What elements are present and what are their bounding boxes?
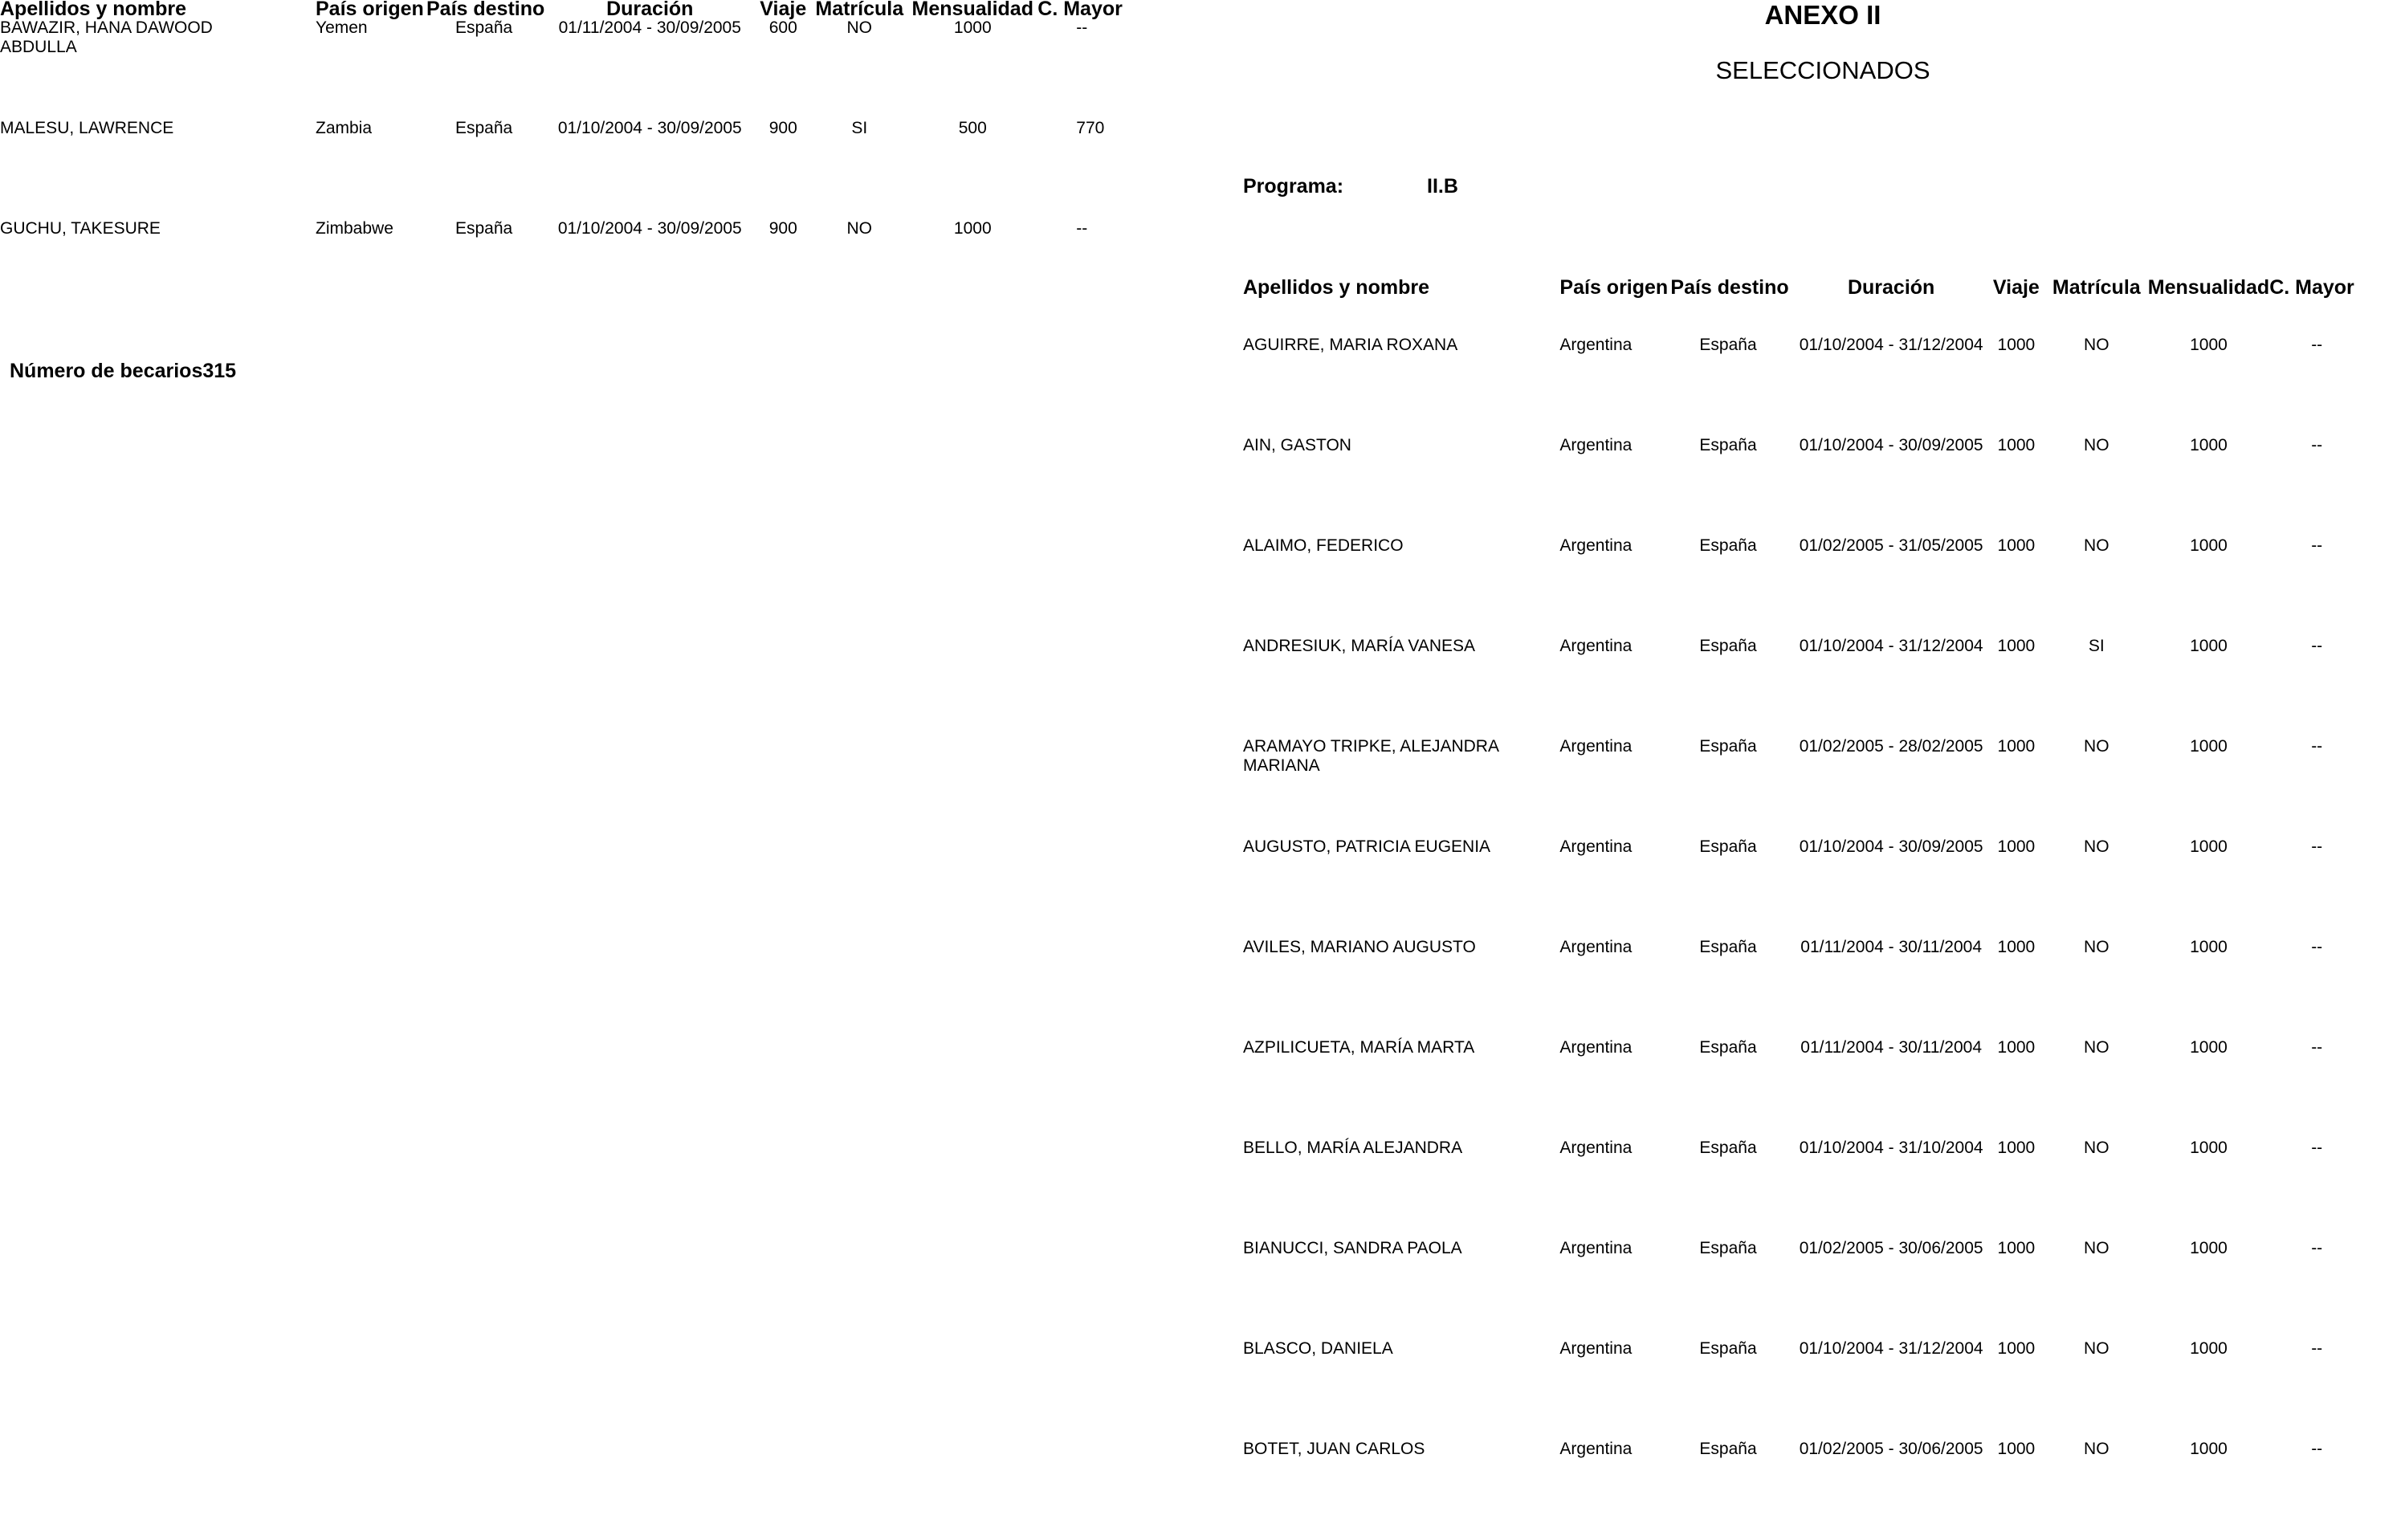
left-becarios-table (0, 0, 1173, 320)
cell-viaje: 1000 (1997, 1440, 2036, 1458)
cell-name: BAWAZIR, HANA DAWOOD ABDULLA (0, 18, 213, 56)
cell-pais-origen: Argentina (1559, 938, 1633, 956)
cell-pais-destino: España (1699, 938, 1757, 956)
cell-viaje: 1000 (1997, 938, 2036, 956)
right-seleccionados-table (1243, 278, 2405, 1540)
header-viaje: Viaje (760, 0, 807, 20)
cell-mensualidad: 1000 (953, 18, 992, 37)
cell-matricula: NO (2084, 1038, 2109, 1057)
cell-viaje: 1000 (1997, 536, 2036, 555)
cell-duracion: 01/02/2005 - 28/02/2005 (1799, 737, 1983, 756)
table-row (0, 18, 1173, 119)
programa-label: Programa: (1243, 175, 1344, 198)
cell-matricula: SI (851, 119, 868, 137)
becarios-count: 315 (202, 360, 237, 382)
header-duracion: Duración (606, 0, 694, 20)
table-row (1243, 536, 2405, 637)
header-viaje: Viaje (1992, 276, 2040, 299)
cell-mensualidad: 1000 (2190, 436, 2228, 454)
cell-pais-destino: España (1699, 837, 1757, 856)
cell-duracion: 01/02/2005 - 30/06/2005 (1799, 1239, 1983, 1257)
cell-name: BIANUCCI, SANDRA PAOLA (1243, 1239, 1462, 1257)
cell-pais-destino: España (1699, 1038, 1757, 1057)
table-row (1243, 1239, 2405, 1339)
cell-c-mayor: -- (2311, 1038, 2323, 1057)
cell-pais-origen: Argentina (1559, 837, 1633, 856)
cell-matricula: NO (846, 18, 873, 37)
cell-viaje: 900 (768, 219, 797, 238)
cell-viaje: 600 (768, 18, 797, 37)
table-header-row (1243, 278, 2405, 297)
cell-pais-origen: Zambia (316, 119, 373, 137)
cell-pais-destino: España (1699, 336, 1757, 354)
cell-c-mayor: -- (1076, 219, 1088, 238)
cell-pais-origen: Yemen (316, 18, 368, 37)
cell-c-mayor: -- (2311, 837, 2323, 856)
cell-c-mayor: -- (1076, 18, 1088, 37)
right-table-body (1243, 297, 2405, 1540)
cell-viaje: 1000 (1997, 637, 2036, 655)
cell-pais-destino: España (1699, 1440, 1757, 1458)
cell-c-mayor: -- (2311, 637, 2323, 655)
cell-mensualidad: 1000 (2190, 1339, 2228, 1358)
cell-pais-destino: España (1699, 536, 1757, 555)
cell-pais-destino: España (455, 119, 513, 137)
cell-c-mayor: -- (2311, 1339, 2323, 1358)
cell-c-mayor: -- (2311, 536, 2323, 555)
cell-duracion: 01/10/2004 - 30/09/2005 (557, 219, 742, 238)
header-pais-origen: País origen (1559, 276, 1669, 299)
header-pais-origen: País origen (316, 0, 424, 20)
cell-pais-origen: Argentina (1559, 737, 1633, 756)
annex-title: ANEXO II (1764, 0, 1881, 30)
table-row (1243, 637, 2405, 737)
header-matricula: Matrícula (2052, 276, 2141, 299)
cell-name: GUCHU, TAKESURE (0, 219, 161, 238)
cell-name: AIN, GASTON (1243, 436, 1351, 454)
table-row (1243, 436, 2405, 536)
becarios-label: Número de becarios (10, 360, 203, 382)
cell-name: BLASCO, DANIELA (1243, 1339, 1393, 1358)
annex-subtitle: SELECCIONADOS (1715, 56, 1930, 84)
header-c-mayor: C. Mayor (2269, 276, 2354, 299)
cell-mensualidad: 1000 (2190, 1139, 2228, 1157)
cell-viaje: 900 (768, 119, 797, 137)
cell-matricula: SI (2088, 637, 2105, 655)
header-mensualidad: Mensualidad (911, 0, 1033, 20)
cell-mensualidad: 1000 (2190, 637, 2228, 655)
table-row (1243, 938, 2405, 1038)
cell-mensualidad: 1000 (2190, 1239, 2228, 1257)
cell-pais-destino: España (1699, 436, 1757, 454)
cell-duracion: 01/10/2004 - 31/10/2004 (1799, 1139, 1983, 1157)
cell-name: ANDRESIUK, MARÍA VANESA (1243, 637, 1476, 655)
cell-c-mayor: -- (2311, 336, 2323, 354)
page-left (0, 0, 1205, 1444)
cell-name: MALESU, LAWRENCE (0, 119, 174, 137)
table-header-row (0, 0, 1173, 18)
table-row (1243, 837, 2405, 938)
table-row (1243, 1339, 2405, 1440)
cell-duracion: 01/10/2004 - 30/09/2005 (1799, 436, 1983, 454)
cell-mensualidad: 1000 (2190, 1038, 2228, 1057)
cell-name: BELLO, MARÍA ALEJANDRA (1243, 1139, 1463, 1157)
cell-name: AUGUSTO, PATRICIA EUGENIA (1243, 837, 1491, 856)
cell-pais-destino: España (455, 219, 513, 238)
cell-name: AZPILICUETA, MARÍA MARTA (1243, 1038, 1475, 1057)
cell-matricula: NO (2084, 1139, 2109, 1157)
table-row (1243, 1038, 2405, 1139)
cell-pais-destino: España (1699, 1339, 1757, 1358)
cell-mensualidad: 1000 (2190, 737, 2228, 756)
cell-pais-origen: Argentina (1559, 1440, 1633, 1458)
cell-pais-origen: Argentina (1559, 1038, 1633, 1057)
cell-duracion: 01/11/2004 - 30/11/2004 (1800, 938, 1983, 956)
cell-matricula: NO (2084, 938, 2109, 956)
cell-matricula: NO (2084, 536, 2109, 555)
header-matricula: Matrícula (815, 0, 904, 20)
header-apellidos: Apellidos y nombre (0, 0, 186, 20)
header-c-mayor: C. Mayor (1037, 0, 1123, 20)
cell-matricula: NO (2084, 737, 2109, 756)
cell-mensualidad: 1000 (2190, 938, 2228, 956)
cell-mensualidad: 500 (958, 119, 987, 137)
cell-name: BOTET, JUAN CARLOS (1243, 1440, 1425, 1458)
cell-matricula: NO (2084, 1440, 2109, 1458)
cell-duracion: 01/11/2004 - 30/09/2005 (558, 18, 741, 37)
table-row (0, 219, 1173, 320)
cell-viaje: 1000 (1997, 737, 2036, 756)
cell-matricula: NO (2084, 837, 2109, 856)
cell-pais-destino: España (1699, 637, 1757, 655)
header-mensualidad: Mensualidad (2147, 276, 2270, 299)
cell-name: ALAIMO, FEDERICO (1243, 536, 1404, 555)
cell-viaje: 1000 (1997, 336, 2036, 354)
cell-duracion: 01/10/2004 - 30/09/2005 (557, 119, 742, 137)
cell-pais-destino: España (455, 18, 513, 37)
cell-pais-destino: España (1699, 737, 1757, 756)
cell-viaje: 1000 (1997, 436, 2036, 454)
programa-value: II.B (1427, 175, 1458, 198)
cell-pais-origen: Argentina (1559, 1339, 1633, 1358)
cell-duracion: 01/02/2005 - 30/06/2005 (1799, 1440, 1983, 1458)
cell-matricula: NO (846, 219, 873, 238)
cell-mensualidad: 1000 (2190, 1440, 2228, 1458)
cell-duracion: 01/02/2005 - 31/05/2005 (1799, 536, 1983, 555)
table-row (1243, 1440, 2405, 1540)
cell-duracion: 01/10/2004 - 31/12/2004 (1799, 1339, 1983, 1358)
header-pais-destino: País destino (426, 0, 545, 20)
page-right (1243, 0, 2405, 1458)
cell-mensualidad: 1000 (2190, 837, 2228, 856)
cell-viaje: 1000 (1997, 1139, 2036, 1157)
cell-pais-origen: Argentina (1559, 536, 1633, 555)
cell-pais-origen: Argentina (1559, 336, 1633, 354)
cell-matricula: NO (2084, 336, 2109, 354)
cell-mensualidad: 1000 (953, 219, 992, 238)
cell-pais-origen: Argentina (1559, 1139, 1633, 1157)
cell-pais-origen: Argentina (1559, 1239, 1633, 1257)
cell-matricula: NO (2084, 1339, 2109, 1358)
cell-viaje: 1000 (1997, 1339, 2036, 1358)
table-row (1243, 297, 2405, 436)
cell-pais-origen: Argentina (1559, 637, 1633, 655)
left-table-body (0, 18, 1173, 320)
cell-name: ARAMAYO TRIPKE, ALEJANDRA MARIANA (1243, 737, 1498, 775)
cell-duracion: 01/10/2004 - 31/12/2004 (1799, 637, 1983, 655)
cell-matricula: NO (2084, 436, 2109, 454)
header-duracion: Duración (1847, 276, 1935, 299)
cell-name: AGUIRRE, MARIA ROXANA (1243, 336, 1458, 354)
cell-matricula: NO (2084, 1239, 2109, 1257)
programa-line (1243, 175, 1458, 198)
cell-viaje: 1000 (1997, 837, 2036, 856)
cell-mensualidad: 1000 (2190, 336, 2228, 354)
table-row (1243, 737, 2405, 837)
cell-duracion: 01/11/2004 - 30/11/2004 (1800, 1038, 1983, 1057)
cell-pais-origen: Zimbabwe (316, 219, 393, 238)
numero-becarios (10, 360, 236, 383)
cell-c-mayor: -- (2311, 436, 2323, 454)
cell-pais-origen: Argentina (1559, 436, 1633, 454)
cell-duracion: 01/10/2004 - 30/09/2005 (1799, 837, 1983, 856)
cell-duracion: 01/10/2004 - 31/12/2004 (1799, 336, 1983, 354)
cell-pais-destino: España (1699, 1239, 1757, 1257)
cell-pais-destino: España (1699, 1139, 1757, 1157)
table-row (1243, 1139, 2405, 1239)
cell-c-mayor: -- (2311, 1139, 2323, 1157)
cell-c-mayor: 770 (1076, 119, 1105, 137)
cell-mensualidad: 1000 (2190, 536, 2228, 555)
header-pais-destino: País destino (1670, 276, 1789, 299)
cell-c-mayor: -- (2311, 1239, 2323, 1257)
cell-c-mayor: -- (2311, 938, 2323, 956)
header-apellidos: Apellidos y nombre (1243, 276, 1429, 299)
cell-c-mayor: -- (2311, 1440, 2323, 1458)
cell-viaje: 1000 (1997, 1038, 2036, 1057)
table-row (0, 119, 1173, 219)
cell-viaje: 1000 (1997, 1239, 2036, 1257)
cell-name: AVILES, MARIANO AUGUSTO (1243, 938, 1476, 956)
cell-c-mayor: -- (2311, 737, 2323, 756)
